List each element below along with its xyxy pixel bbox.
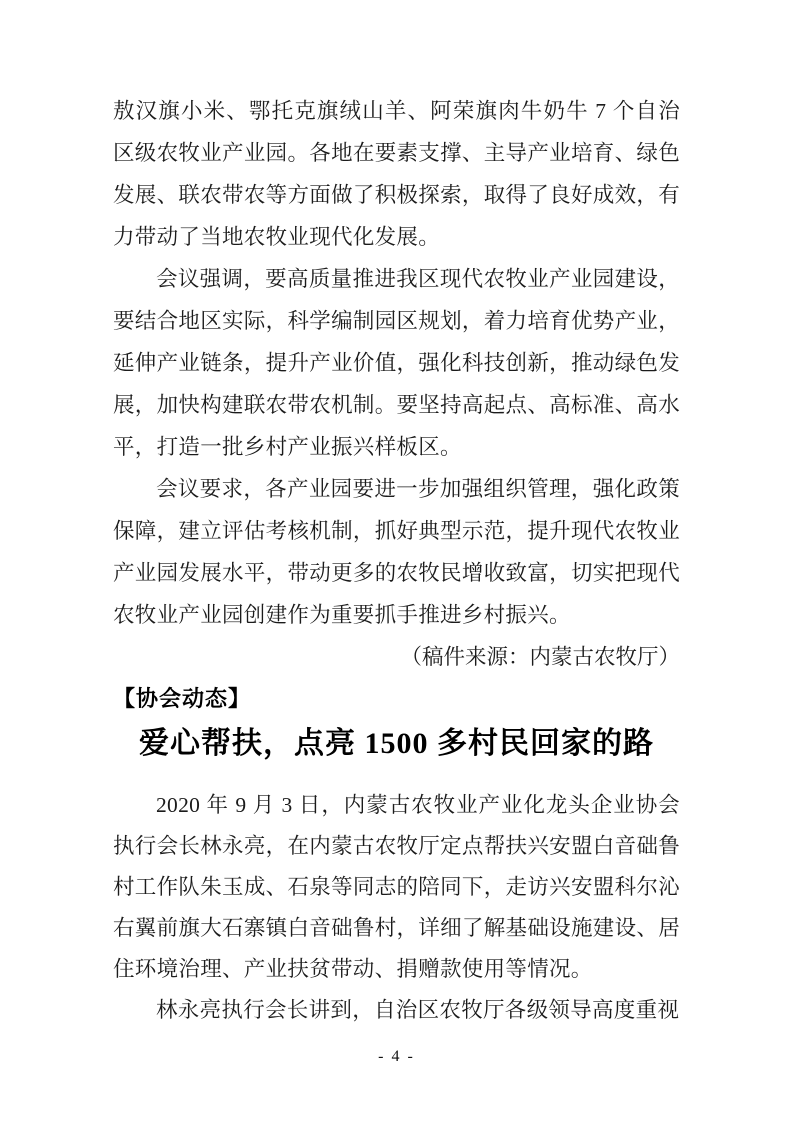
article-title: 爱心帮扶，点亮 1500 多村民回家的路	[139, 727, 654, 760]
body-paragraph-1: 会议强调，要高质量推进我区现代农牧业产业园建设，要结合地区实际，科学编制园区规划，着力培育优势产业，延伸产业链条，提升产业价值，强化科技创新，推动绿色发展，加快构建联农带农机制。要坚持高起点、高标准、高水平，打造一批乡村产业振兴样板区。	[113, 267, 680, 459]
page-number: - 4 -	[378, 1048, 415, 1065]
article-paragraph-1: 2020 年 9 月 3 日，内蒙古农牧业产业化龙头企业协会执行会长林永亮，在内蒙古农牧厅定点帮扶兴安盟白音础鲁村工作队朱玉成、石泉等同志的陪同下，走访兴安盟科尔沁右翼前旗大石寨镇白音础鲁村，详细了解基础设施建设、居住环境治理、产业扶贫带动、捐赠款使用等情况。	[113, 793, 680, 981]
section-header: 【协会动态】	[113, 686, 252, 711]
body-paragraph-continuation: 敖汉旗小米、鄂托克旗绒山羊、阿荣旗肉牛奶牛 7 个自治区级农牧业产业园。各地在要素支撑、主导产业培育、绿色发展、联农带农等方面做了积极探索，取得了良好成效，有力带动了当地农牧业现代化发展。	[113, 99, 680, 249]
article-paragraph-2: 林永亮执行会长讲到，自治区农牧厅各级领导高度重视	[156, 998, 680, 1022]
body-paragraph-2: 会议要求，各产业园要进一步加强组织管理，强化政策保障，建立评估考核机制，抓好典型示范，提升现代农牧业产业园发展水平，带动更多的农牧民增收致富，切实把现代农牧业产业园创建作为重要抓手推进乡村振兴。	[113, 477, 680, 627]
page-content	[113, 90, 680, 1031]
source-attribution: （稿件来源：内蒙古农牧厅）	[400, 645, 680, 669]
